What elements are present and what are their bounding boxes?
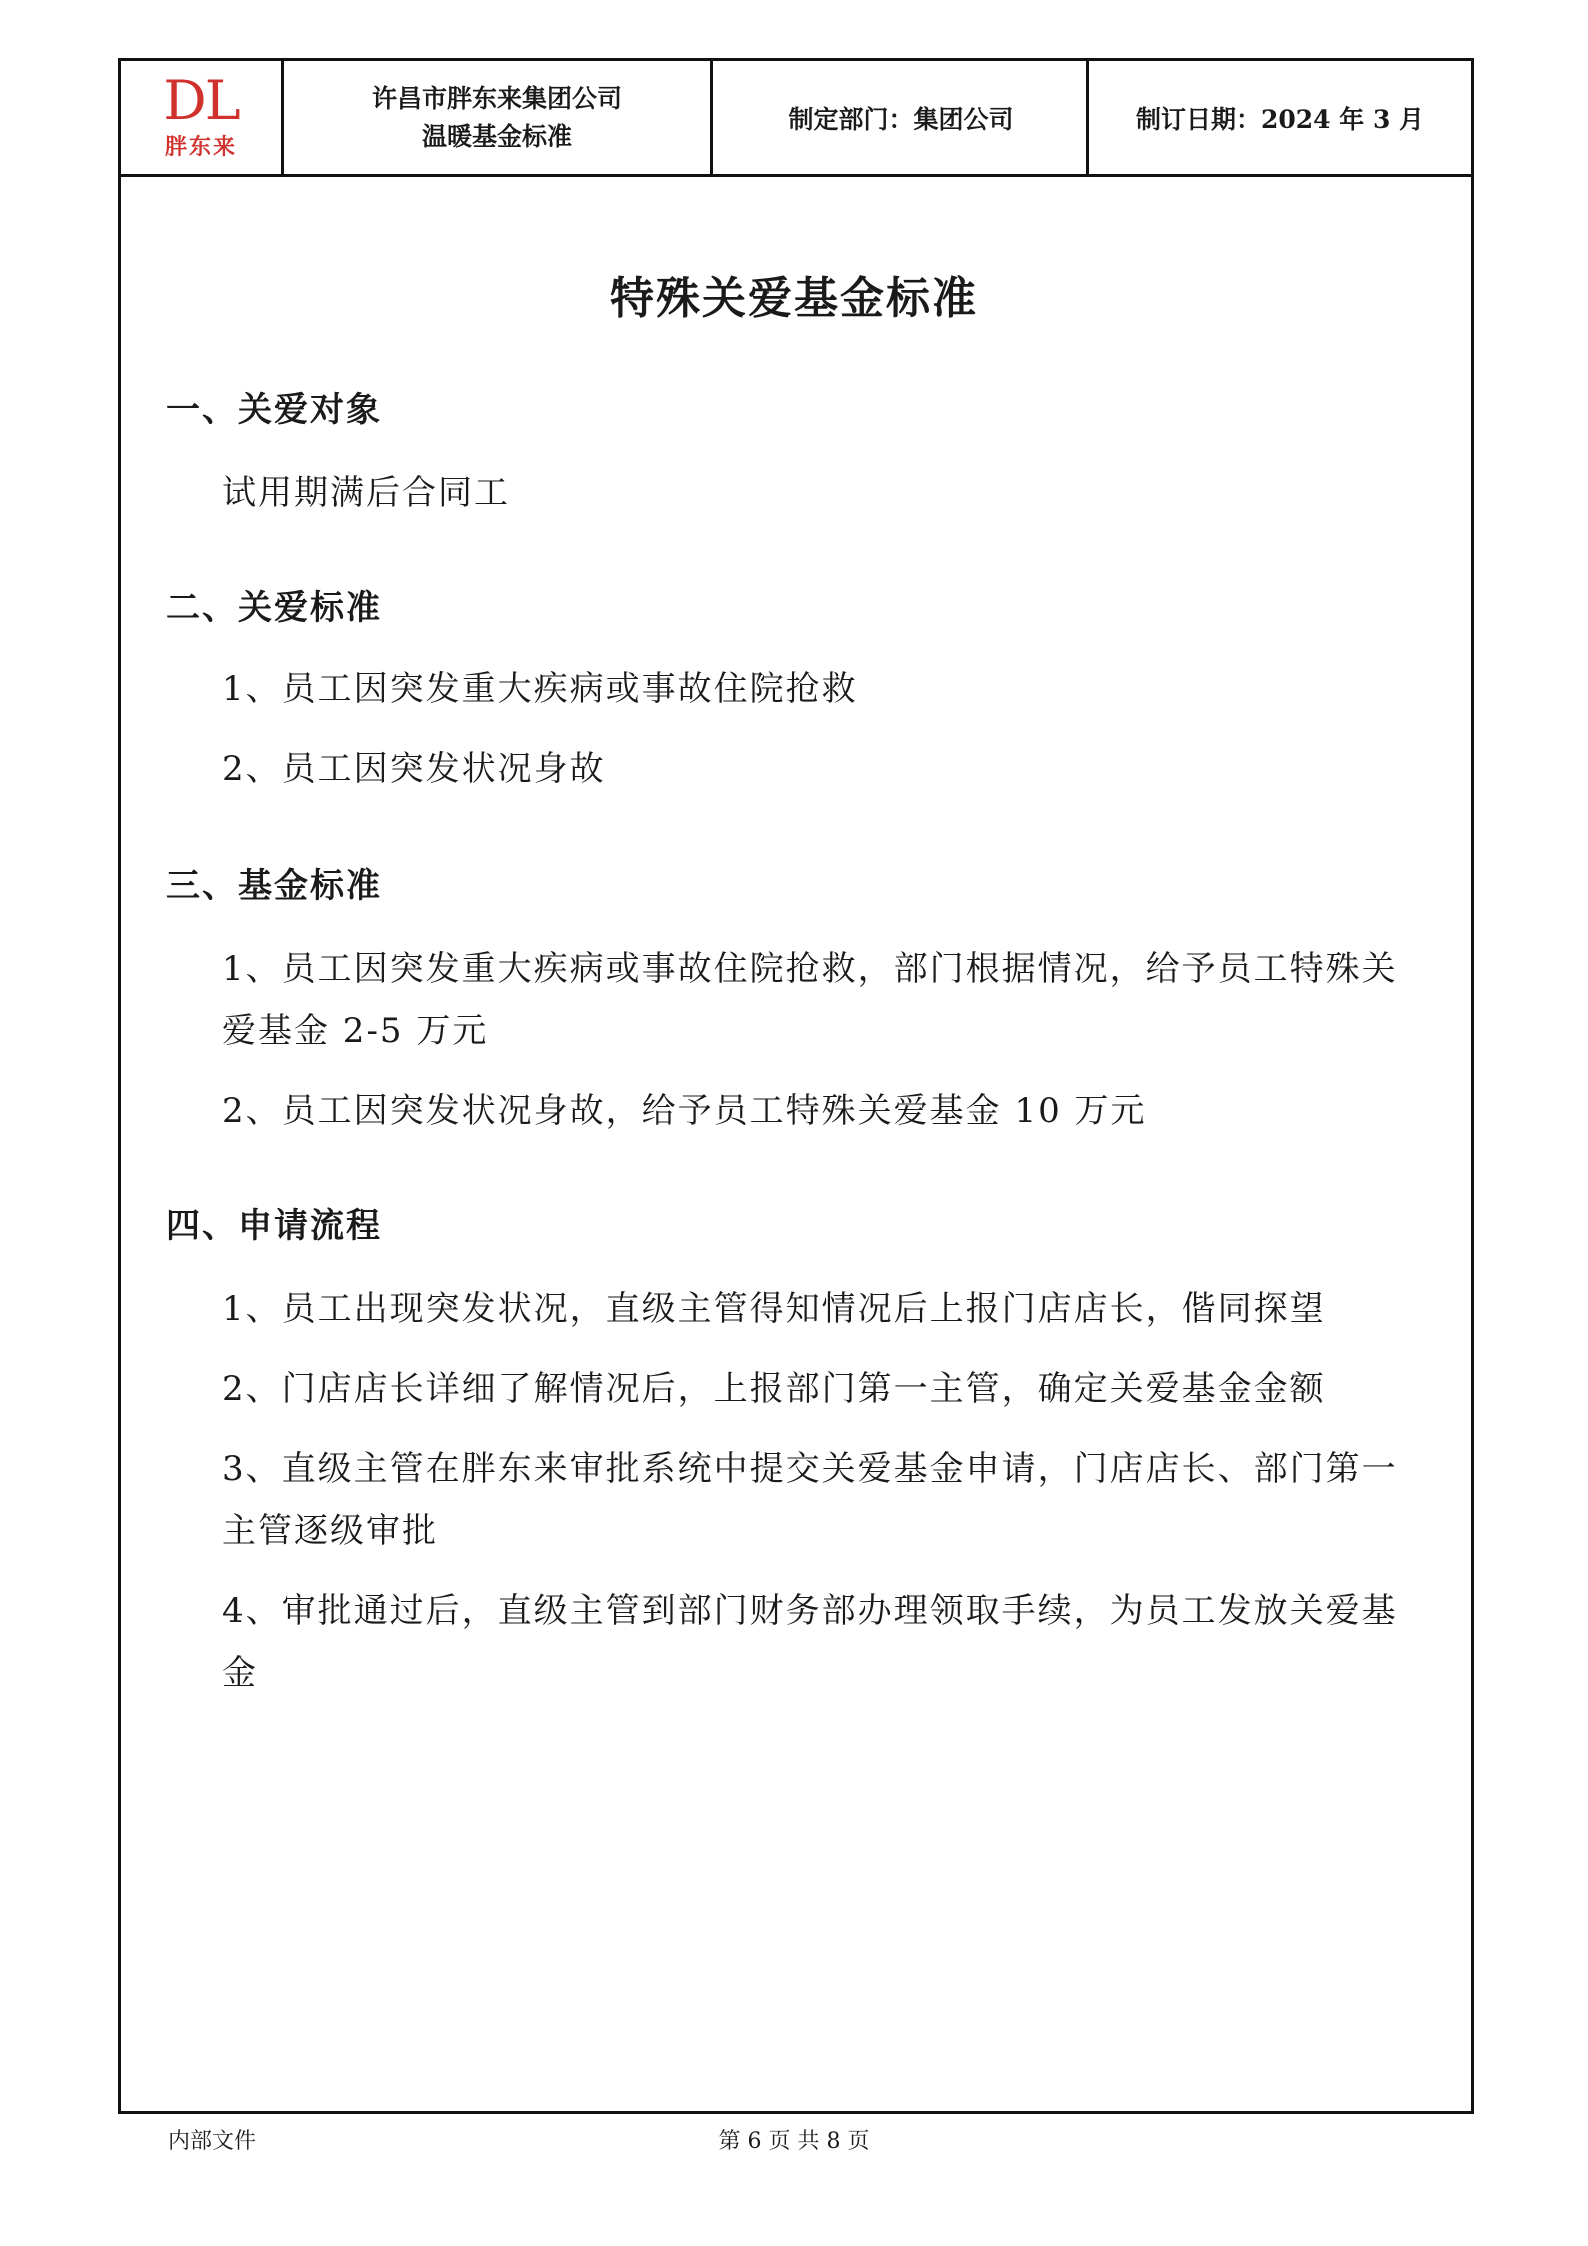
standard-name: 温暖基金标准 [421,121,572,151]
document-header [121,61,1471,177]
company-name: 许昌市胖东来集团公司 [371,83,622,113]
logo-name: 胖东来 [164,135,237,160]
section-item: 2、员工因突发状况身故 [222,749,606,789]
logo-letters: DL [163,69,239,132]
department-label: 制定部门：集团公司 [788,104,1014,134]
section-item: 4、审批通过后，直级主管到部门财务部办理领取手续，为员工发放关爱基金 [222,1591,1398,1693]
section-heading: 一、关爱对象 [166,390,382,430]
header-divider [710,61,713,174]
section-item: 1、员工因突发重大疾病或事故住院抢救，部门根据情况，给予员工特殊关爱基金 2-5 万元 [222,949,1398,1051]
section-item: 2、门店店长详细了解情况后，上报部门第一主管，确定关爱基金金额 [222,1369,1326,1409]
section-heading: 四、申请流程 [166,1206,382,1246]
page-title: 特殊关爱基金标准 [610,273,978,324]
section-heading: 三、基金标准 [166,866,382,906]
section-item: 2、员工因突发状况身故，给予员工特殊关爱基金 10 万元 [222,1091,1147,1131]
page-number: 第 6 页 共 8 页 [718,2129,870,2154]
section-heading: 二、关爱标准 [166,588,382,628]
section-item: 1、员工出现突发状况，直级主管得知情况后上报门店店长，偕同探望 [222,1289,1326,1329]
footer-label: 内部文件 [168,2129,257,2154]
section-item: 试用期满后合同工 [222,473,510,513]
company-title [284,61,710,174]
revision-date: 制订日期：2024 年 3 月 [1135,104,1425,134]
section-item: 3、直级主管在胖东来审批系统中提交关爱基金申请，门店店长、部门第一主管逐级审批 [222,1449,1398,1551]
company-logo [121,61,281,174]
section-item: 1、员工因突发重大疾病或事故住院抢救 [222,669,858,709]
